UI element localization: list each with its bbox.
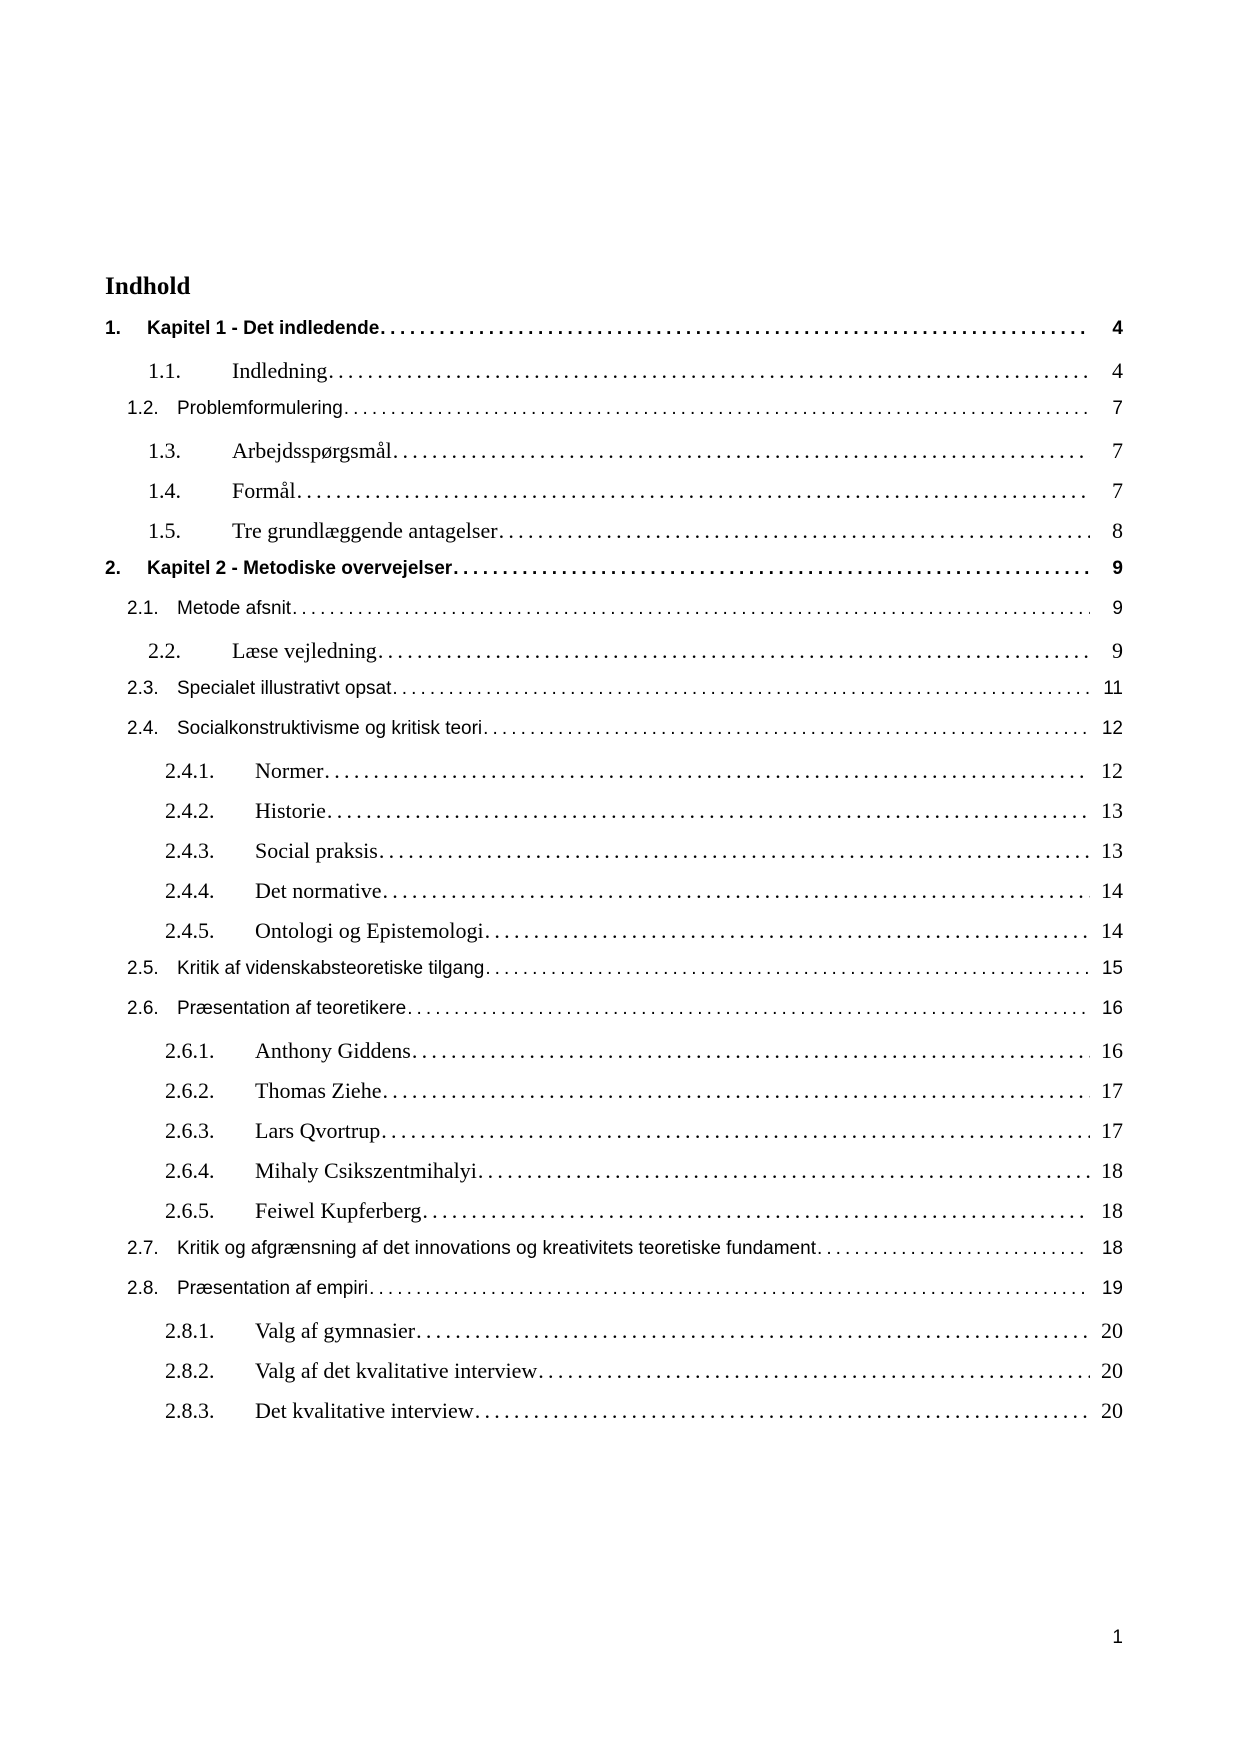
toc-entry-label: Tre grundlæggende antagelser [232, 518, 498, 543]
toc-entry-page-number: 17 [1101, 1078, 1123, 1103]
toc-entry-label: Thomas Ziehe [255, 1078, 382, 1103]
toc-entry[interactable] [105, 438, 1123, 478]
toc-dot-leader [381, 1118, 1090, 1144]
toc-dot-leader [485, 958, 1090, 980]
toc-entry-number: 2.7. [127, 1238, 159, 1259]
toc-entry[interactable] [105, 518, 1123, 558]
toc-entry-page-number: 17 [1101, 1118, 1123, 1143]
toc-entry-page-number: 20 [1101, 1318, 1123, 1343]
toc-entry-number: 2.6. [127, 998, 159, 1019]
toc-entry[interactable] [105, 758, 1123, 798]
toc-entry-number: 2.2. [148, 638, 181, 663]
toc-entry-number: 1. [105, 318, 121, 339]
toc-dot-leader [407, 998, 1090, 1020]
toc-entry[interactable] [105, 958, 1123, 998]
toc-entry[interactable] [105, 1118, 1123, 1158]
toc-entry[interactable] [105, 638, 1123, 678]
toc-entry-label: Arbejdsspørgsmål [232, 438, 392, 463]
toc-entry[interactable] [105, 558, 1123, 598]
toc-entry[interactable] [105, 878, 1123, 918]
toc-entry-page-number: 18 [1101, 1238, 1123, 1259]
toc-entry-page-number: 19 [1101, 1278, 1123, 1299]
toc-entry-page-number: 18 [1101, 1158, 1123, 1183]
toc-entry-label: Lars Qvortrup [255, 1118, 381, 1143]
toc-entry-label: Formål [232, 478, 296, 503]
toc-entry-number: 2.4.3. [165, 838, 215, 863]
toc-entry-number: 2.3. [127, 678, 159, 699]
toc-entry-number: 2.6.1. [165, 1038, 215, 1063]
toc-dot-leader [379, 838, 1090, 864]
toc-entry-label: Historie [255, 798, 326, 823]
toc-entry-page-number: 12 [1101, 718, 1123, 739]
toc-dot-leader [369, 1278, 1090, 1300]
toc-entry[interactable] [105, 598, 1123, 638]
toc-entry[interactable] [105, 798, 1123, 838]
toc-entry-page-number: 14 [1101, 878, 1123, 903]
toc-dot-leader [292, 598, 1090, 620]
toc-dot-leader [422, 1198, 1090, 1224]
toc-entry-number: 2.4.5. [165, 918, 215, 943]
toc-entry[interactable] [105, 718, 1123, 758]
toc-entry-number: 2.8.1. [165, 1318, 215, 1343]
toc-entry[interactable] [105, 1238, 1123, 1278]
toc-dot-leader [297, 478, 1090, 504]
toc-entry-label: Valg af det kvalitative interview [255, 1358, 538, 1383]
toc-entry-number: 2.4.4. [165, 878, 215, 903]
page-title: Indhold [105, 273, 191, 300]
toc-entry-label: Præsentation af teoretikere [177, 998, 407, 1019]
toc-entry[interactable] [105, 1398, 1123, 1438]
toc-entry-number: 2.5. [127, 958, 159, 979]
toc-entry[interactable] [105, 838, 1123, 878]
toc-entry-page-number: 4 [1112, 318, 1123, 339]
toc-dot-leader [382, 1078, 1090, 1104]
toc-dot-leader [327, 798, 1090, 824]
toc-entry-number: 2.4.1. [165, 758, 215, 783]
toc-entry-page-number: 13 [1101, 798, 1123, 823]
toc-entry-label: Anthony Giddens [255, 1038, 411, 1063]
toc-entry-page-number: 7 [1112, 438, 1123, 463]
toc-dot-leader [393, 438, 1090, 464]
toc-dot-leader [382, 878, 1090, 904]
toc-entry-number: 2.8. [127, 1278, 159, 1299]
toc-dot-leader [344, 398, 1090, 420]
toc-entry[interactable] [105, 1038, 1123, 1078]
toc-entry-number: 2.6.5. [165, 1198, 215, 1223]
toc-dot-leader [412, 1038, 1090, 1064]
toc-entry-number: 2.6.2. [165, 1078, 215, 1103]
toc-entry-page-number: 12 [1101, 758, 1123, 783]
toc-entry-number: 1.2. [127, 398, 159, 419]
toc-entry[interactable] [105, 998, 1123, 1038]
toc-entry-page-number: 7 [1112, 478, 1123, 503]
toc-dot-leader [378, 638, 1090, 664]
toc-dot-leader [538, 1358, 1090, 1384]
toc-entry-page-number: 13 [1101, 838, 1123, 863]
toc-entry-number: 2.4.2. [165, 798, 215, 823]
toc-entry-page-number: 9 [1112, 558, 1123, 579]
toc-entry[interactable] [105, 1358, 1123, 1398]
toc-entry-label: Specialet illustrativt opsat [177, 678, 392, 699]
toc-entry-page-number: 16 [1101, 998, 1123, 1019]
toc-entry[interactable] [105, 358, 1123, 398]
toc-dot-leader [453, 558, 1090, 580]
footer-page-number: 1 [1112, 1627, 1123, 1648]
toc-entry-number: 2.8.2. [165, 1358, 215, 1383]
toc-entry-page-number: 18 [1101, 1198, 1123, 1223]
toc-entry-label: Kapitel 2 - Metodiske overvejelser [147, 558, 453, 579]
toc-entry-label: Det kvalitative interview [255, 1398, 474, 1423]
toc-entry-number: 2.1. [127, 598, 159, 619]
toc-entry-number: 1.5. [148, 518, 181, 543]
toc-dot-leader [475, 1398, 1090, 1424]
toc-entry[interactable] [105, 1158, 1123, 1198]
toc-dot-leader [817, 1238, 1090, 1260]
toc-entry-page-number: 20 [1101, 1358, 1123, 1383]
toc-entry-number: 1.1. [148, 358, 181, 383]
toc-entry-page-number: 7 [1112, 398, 1123, 419]
toc-dot-leader [416, 1318, 1090, 1344]
toc-entry-page-number: 15 [1101, 958, 1123, 979]
toc-entry-label: Ontologi og Epistemologi [255, 918, 484, 943]
toc-entry[interactable] [105, 398, 1123, 438]
toc-entry[interactable] [105, 918, 1123, 958]
toc-entry-label: Valg af gymnasier [255, 1318, 416, 1343]
toc-entry-label: Det normative [255, 878, 382, 903]
toc-entry-number: 2.6.4. [165, 1158, 215, 1183]
toc-entry-label: Socialkonstruktivisme og kritisk teori [177, 718, 483, 739]
toc-entry-label: Kritik af videnskabsteoretiske tilgang [177, 958, 485, 979]
toc-dot-leader [380, 318, 1090, 340]
toc-entry[interactable] [105, 1318, 1123, 1358]
toc-entry[interactable] [105, 1198, 1123, 1238]
toc-entry[interactable] [105, 1278, 1123, 1318]
toc-entry-page-number: 9 [1112, 638, 1123, 663]
toc-entry-number: 1.3. [148, 438, 181, 463]
toc-dot-leader [328, 358, 1090, 384]
toc-entry-number: 2.6.3. [165, 1118, 215, 1143]
toc-dot-leader [483, 718, 1090, 740]
toc-entry-label: Præsentation af empiri [177, 1278, 369, 1299]
toc-entry-label: Metode afsnit [177, 598, 292, 619]
toc-entry-label: Social praksis [255, 838, 378, 863]
toc-dot-leader [485, 918, 1090, 944]
toc-entry-page-number: 11 [1103, 678, 1123, 699]
toc-entry[interactable] [105, 478, 1123, 518]
toc-entry-page-number: 14 [1101, 918, 1123, 943]
toc-entry-list [105, 318, 1123, 1438]
toc-dot-leader [392, 678, 1090, 700]
toc-entry[interactable] [105, 678, 1123, 718]
toc-dot-leader [478, 1158, 1090, 1184]
toc-entry-number: 2. [105, 558, 121, 579]
table-of-contents [105, 272, 1123, 1438]
toc-dot-leader [324, 758, 1090, 784]
toc-entry-label: Mihaly Csikszentmihalyi [255, 1158, 477, 1183]
toc-entry-page-number: 8 [1112, 518, 1123, 543]
toc-entry-label: Normer [255, 758, 324, 783]
toc-entry-label: Kritik og afgrænsning af det innovations og kreativitets teoretiske fundament [177, 1238, 816, 1259]
toc-entry-label: Kapitel 1 - Det indledende [147, 318, 380, 339]
toc-entry-number: 2.8.3. [165, 1398, 215, 1423]
toc-entry-label: Indledning [232, 358, 328, 383]
toc-entry-number: 1.4. [148, 478, 181, 503]
toc-entry-page-number: 9 [1112, 598, 1123, 619]
toc-entry-page-number: 20 [1101, 1398, 1123, 1423]
toc-entry[interactable] [105, 1078, 1123, 1118]
toc-entry-page-number: 16 [1101, 1038, 1123, 1063]
toc-entry[interactable] [105, 318, 1123, 358]
toc-entry-label: Problemformulering [177, 398, 343, 419]
toc-entry-label: Feiwel Kupferberg [255, 1198, 422, 1223]
toc-entry-page-number: 4 [1112, 358, 1123, 383]
toc-entry-number: 2.4. [127, 718, 159, 739]
toc-dot-leader [499, 518, 1090, 544]
toc-entry-label: Læse vejledning [232, 638, 377, 663]
